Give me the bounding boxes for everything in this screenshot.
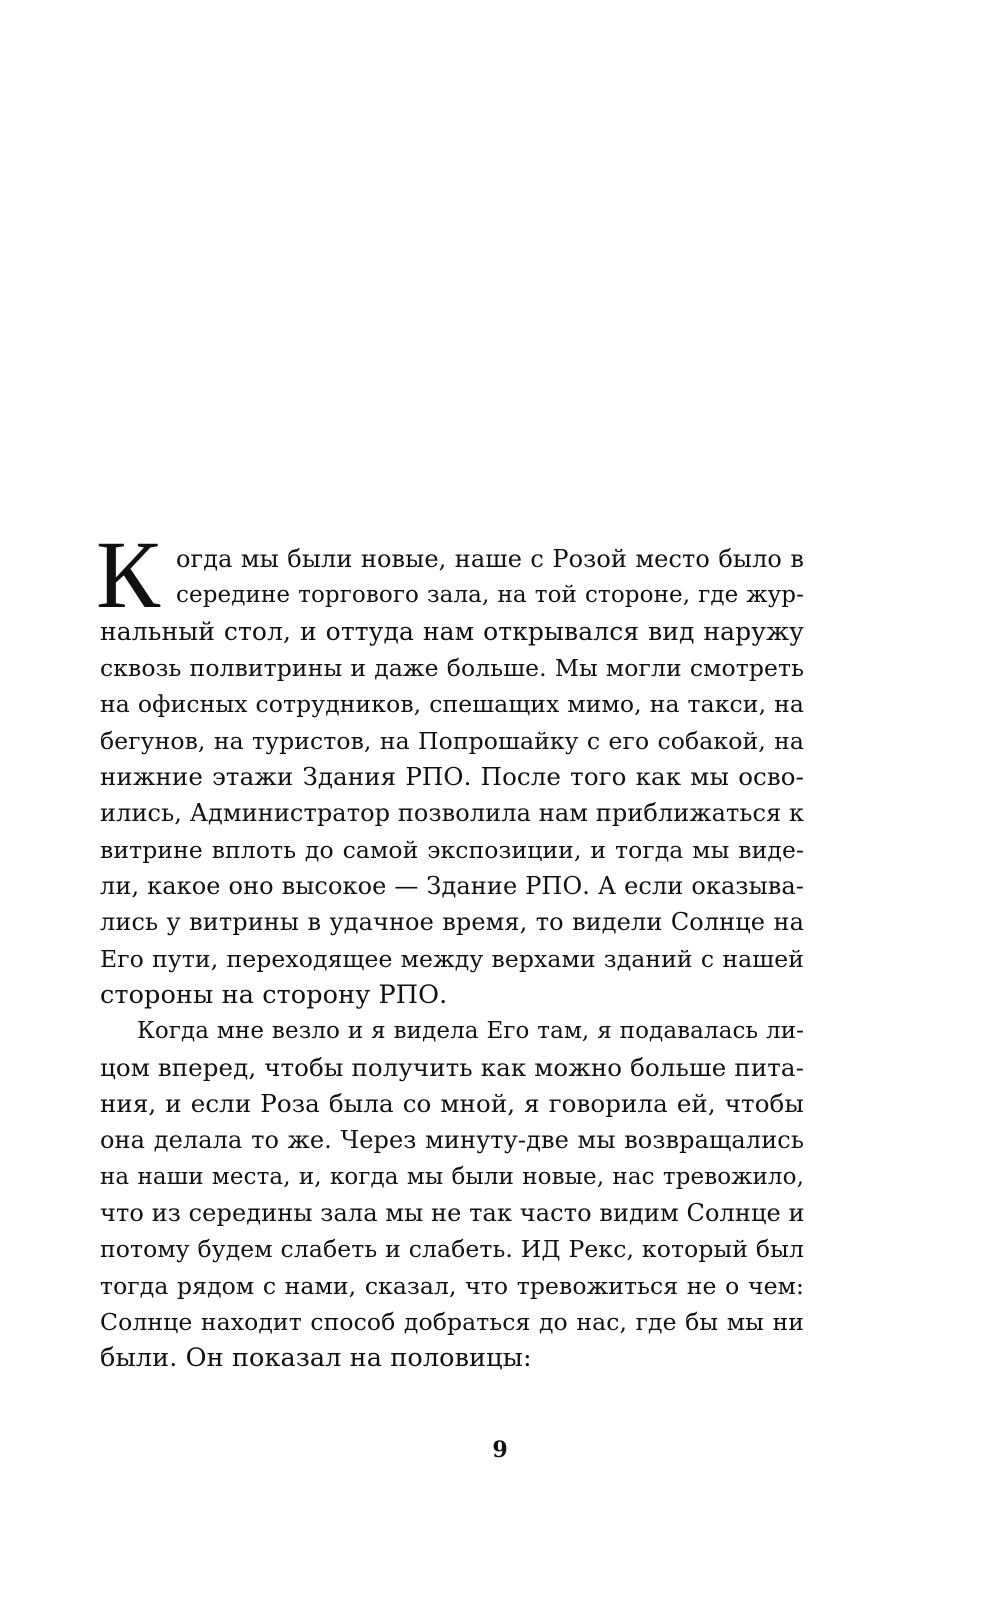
text-line: сквозь полвитрины и даже больше. Мы могли смотреть: [100, 654, 804, 682]
drop-cap: К: [96, 521, 161, 628]
page-number: 9: [492, 1437, 508, 1463]
text-line: потому будем слабеть и слабеть. ИД Рекс, который был: [100, 1235, 804, 1263]
text-line: на наши места, и, когда мы были новые, нас тревожило,: [100, 1164, 804, 1190]
text-line: она делала то же. Через минуту-две мы возвращались: [100, 1126, 804, 1154]
text-line: были. Он показал на половицы:: [100, 1343, 532, 1373]
text-line: витрине вплоть до самой экспозиции, и тогда мы виде-: [100, 836, 804, 864]
text-line: что из середины зала мы не так часто видим Солнце и: [100, 1199, 805, 1227]
text-line: бегунов, на туристов, на Попрошайку с его собакой, на: [100, 727, 804, 755]
text-line: Когда мне везло и я видела Его там, я подавалась ли-: [137, 1018, 804, 1044]
text-line: огда мы были новые, наше с Розой место было в: [176, 545, 804, 573]
text-line: стороны на сторону РПО.: [100, 980, 448, 1010]
text-line: ли, какое оно высокое — Здание РПО. А если оказыва-: [100, 872, 804, 900]
text-line: нижние этажи Здания РПО. После того как мы осво-: [100, 762, 804, 791]
text-line: на офисных сотрудников, спешащих мимо, на такси, на: [100, 690, 804, 718]
text-line: цом вперед, чтобы получить как можно больше пита-: [100, 1053, 804, 1082]
text-line: нальный стол, и оттуда нам открывался вид наружу: [100, 617, 804, 646]
text-line: Солнце находит способ добраться до нас, где бы мы ни: [100, 1308, 804, 1336]
text-line: ились, Администратор позволила нам приближаться к: [100, 799, 805, 827]
text-line: тогда рядом с нами, сказал, что тревожиться не о чем:: [100, 1272, 804, 1300]
text-line: лись у витрины в удачное время, то видели Солнце на: [100, 908, 804, 936]
text-line: ния, и если Роза была со мной, я говорила ей, чтобы: [100, 1089, 804, 1118]
text-line: Его пути, переходящее между верхами зданий с нашей: [100, 945, 804, 973]
text-line: середине торгового зала, на той стороне, где жур-: [176, 582, 804, 608]
